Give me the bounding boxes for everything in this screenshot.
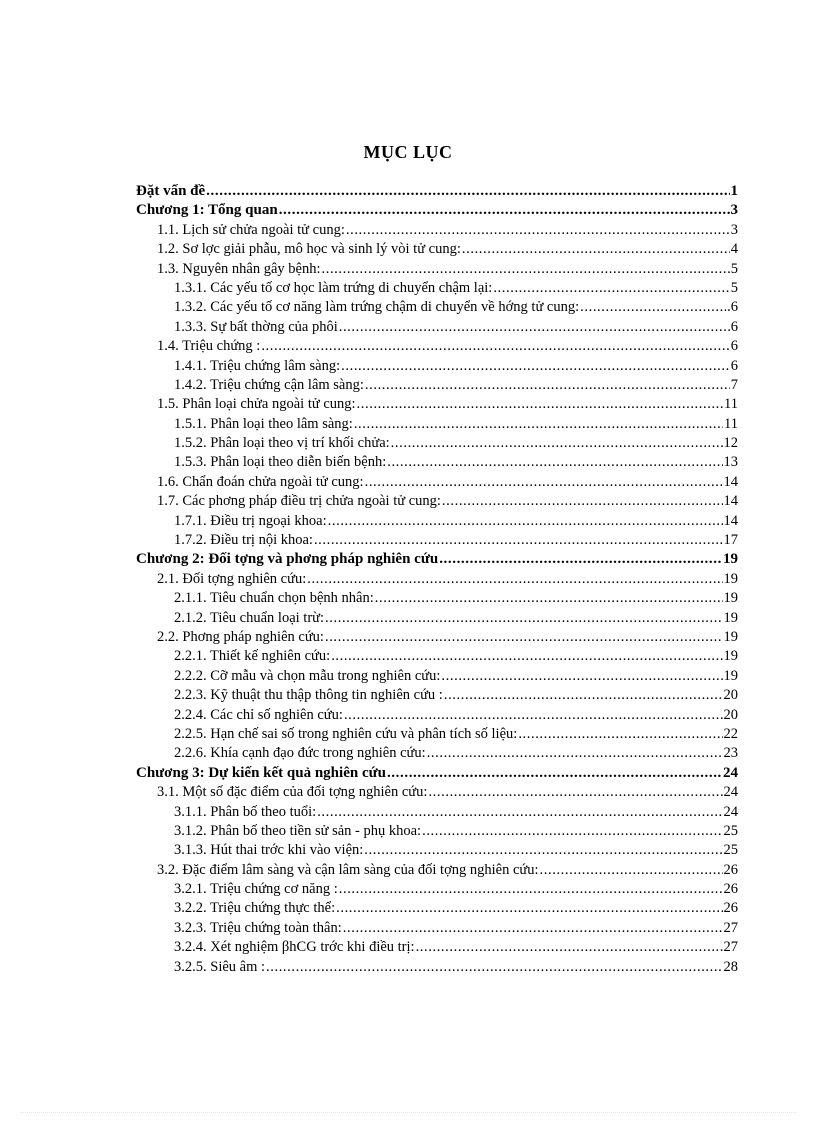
toc-dot-leader bbox=[428, 784, 722, 801]
toc-dot-leader bbox=[328, 513, 723, 530]
toc-entry[interactable] bbox=[136, 784, 738, 803]
toc-entry[interactable] bbox=[136, 590, 738, 609]
toc-dot-leader bbox=[439, 551, 722, 568]
toc-entry[interactable] bbox=[136, 745, 738, 764]
toc-entry[interactable] bbox=[136, 493, 738, 512]
toc-entry-page: 19 bbox=[723, 648, 738, 665]
toc-entry-title: Chương 2: Đối tợng và phơng pháp nghiên cứu bbox=[136, 551, 439, 568]
toc-entry[interactable] bbox=[136, 474, 738, 493]
toc-entry-title: 1.4. Triệu chứng : bbox=[157, 338, 261, 355]
toc-entry-title: 3.2.3. Triệu chứng toàn thân: bbox=[174, 919, 342, 936]
toc-entry-page: 14 bbox=[723, 473, 738, 490]
toc-entry-page: 19 bbox=[723, 609, 738, 626]
toc-entry-title: 1.4.2. Triệu chứng cận lâm sàng: bbox=[174, 376, 364, 393]
toc-entry-title: 1.2. Sơ lợc giải phẫu, mô học và sinh lý vòi tử cung: bbox=[157, 241, 461, 258]
toc-entry-page: 6 bbox=[730, 318, 738, 335]
toc-entry-title: 3.2.1. Triệu chứng cơ năng : bbox=[174, 881, 338, 898]
toc-entry-title: 2.1. Đối tợng nghiên cứu: bbox=[157, 570, 307, 587]
toc-entry-page: 27 bbox=[723, 939, 738, 956]
toc-entry-title: 3.2.4. Xét nghiệm βhCG trớc khi điều trị: bbox=[174, 939, 415, 956]
toc-entry[interactable] bbox=[136, 202, 738, 221]
toc-entry[interactable] bbox=[136, 358, 738, 377]
toc-dot-leader bbox=[331, 648, 722, 665]
toc-entry[interactable] bbox=[136, 900, 738, 919]
toc-entry[interactable] bbox=[136, 765, 738, 784]
toc-entry[interactable] bbox=[136, 435, 738, 454]
toc-entry-page: 13 bbox=[723, 454, 738, 471]
toc-dot-leader bbox=[427, 745, 723, 762]
toc-entry[interactable] bbox=[136, 513, 738, 532]
toc-entry-title: 3.1.1. Phân bố theo tuổi: bbox=[174, 803, 317, 820]
toc-entry[interactable] bbox=[136, 939, 738, 958]
toc-entry-page: 25 bbox=[723, 822, 738, 839]
toc-entry[interactable] bbox=[136, 881, 738, 900]
toc-dot-leader bbox=[341, 358, 730, 375]
toc-entry-page: .6 bbox=[727, 299, 738, 316]
toc-entry-page: 23 bbox=[723, 745, 738, 762]
toc-entry-title: Chương 3: Dự kiến kết quả nghiên cứu bbox=[136, 764, 386, 781]
toc-entry-title: 3.2.5. Siêu âm : bbox=[174, 958, 266, 975]
toc-entry[interactable] bbox=[136, 707, 738, 726]
toc-dot-leader bbox=[422, 823, 722, 840]
toc-entry[interactable] bbox=[136, 610, 738, 629]
toc-entry-page: 28 bbox=[723, 958, 738, 975]
toc-dot-leader bbox=[540, 862, 723, 879]
toc-entry-title: 3.1.2. Phân bố theo tiền sử sản - phụ khoa: bbox=[174, 822, 422, 839]
toc-entry-page: 20 bbox=[723, 706, 738, 723]
toc-entry-page: 3 bbox=[730, 202, 738, 219]
toc-entry-page: 24 bbox=[723, 784, 738, 801]
page-bottom-divider bbox=[20, 1112, 796, 1113]
toc-entry[interactable] bbox=[136, 571, 738, 590]
toc-entry-page: 25 bbox=[723, 842, 738, 859]
toc-entry-page: 6 bbox=[730, 357, 738, 374]
toc-dot-leader bbox=[339, 319, 730, 336]
toc-dot-leader bbox=[580, 299, 726, 316]
toc-dot-leader bbox=[336, 900, 722, 917]
toc-entry[interactable] bbox=[136, 823, 738, 842]
toc-entry-title: 1.5.1. Phân loại theo lâm sàng: bbox=[174, 415, 353, 432]
toc-entry-title: 2.2.2. Cỡ mẫu và chọn mẫu trong nghiên cứu: bbox=[174, 667, 441, 684]
toc-entry[interactable] bbox=[136, 687, 738, 706]
toc-dot-leader bbox=[462, 241, 730, 258]
toc-entry-title: 1.3.3. Sự bất thờng của phôi bbox=[174, 318, 338, 335]
toc-entry[interactable] bbox=[136, 377, 738, 396]
toc-entry-page: 24 bbox=[723, 803, 738, 820]
toc-dot-leader bbox=[365, 377, 730, 394]
toc-entry[interactable] bbox=[136, 319, 738, 338]
toc-entry-page: 22 bbox=[723, 725, 738, 742]
toc-entry-title: 1.3.2. Các yếu tố cơ năng làm trứng chậm di chuyển về hớng tử cung: bbox=[174, 299, 580, 316]
toc-dot-leader bbox=[343, 920, 723, 937]
toc-dot-leader bbox=[375, 590, 723, 607]
toc-entry[interactable] bbox=[136, 416, 738, 435]
toc-dot-leader bbox=[357, 396, 723, 413]
toc-dot-leader bbox=[261, 338, 729, 355]
toc-entry-title: 2.2.6. Khía cạnh đạo đức trong nghiên cứu: bbox=[174, 745, 426, 762]
toc-entry-title: Đặt vấn đề bbox=[136, 183, 206, 199]
toc-dot-leader bbox=[346, 222, 730, 239]
toc-entry-page: 24 bbox=[723, 764, 738, 781]
toc-entry-title: 1.4.1. Triệu chứng lâm sàng: bbox=[174, 357, 341, 374]
toc-dot-leader bbox=[442, 493, 723, 510]
toc-entry[interactable] bbox=[136, 222, 738, 241]
toc-dot-leader bbox=[387, 765, 722, 782]
toc-dot-leader bbox=[344, 707, 723, 724]
toc-entry-page: 6 bbox=[730, 338, 738, 355]
toc-entry-page: 26 bbox=[723, 861, 738, 878]
toc-entry-page: 11 bbox=[724, 396, 738, 413]
toc-entry[interactable] bbox=[136, 959, 738, 978]
toc-entry-title: 1.6. Chẩn đoán chửa ngoài tử cung: bbox=[157, 473, 364, 490]
toc-entry-page: 14 bbox=[723, 493, 738, 510]
toc-entry-title: 2.2. Phơng pháp nghiên cứu: bbox=[157, 628, 324, 645]
toc-dot-leader bbox=[364, 842, 722, 859]
toc-entry[interactable] bbox=[136, 648, 738, 667]
toc-entry[interactable] bbox=[136, 551, 738, 570]
toc-entry-title: 3.1. Một số đặc điểm của đối tợng nghiên cứu: bbox=[157, 784, 428, 801]
toc-entry-page: 20 bbox=[723, 687, 738, 704]
toc-entry[interactable] bbox=[136, 920, 738, 939]
toc-entry-title: 1.3.1. Các yếu tố cơ học làm trứng di chuyển chậm lại: bbox=[174, 279, 493, 296]
toc-dot-leader bbox=[325, 629, 723, 646]
toc-entry[interactable] bbox=[136, 183, 738, 202]
toc-entry-title: 1.3. Nguyên nhân gây bệnh: bbox=[157, 260, 321, 277]
toc-dot-leader bbox=[317, 804, 722, 821]
toc-dot-leader bbox=[322, 261, 730, 278]
toc-entry-title: 2.1.1. Tiêu chuẩn chọn bệnh nhân: bbox=[174, 590, 374, 607]
toc-entry-title: 2.2.1. Thiết kế nghiên cứu: bbox=[174, 648, 331, 665]
toc-dot-leader bbox=[518, 726, 722, 743]
toc-entry[interactable] bbox=[136, 726, 738, 745]
toc-entry-page: 17 bbox=[723, 532, 738, 549]
toc-entry-title: 3.1.3. Hút thai trớc khi vào viện: bbox=[174, 842, 364, 859]
toc-dot-leader bbox=[387, 454, 722, 471]
toc-entry-page: 5 bbox=[730, 260, 738, 277]
toc-entry-page: 19 bbox=[723, 551, 738, 568]
toc-entry-title: 3.2.2. Triệu chứng thực thể: bbox=[174, 900, 336, 917]
toc-dot-leader bbox=[339, 881, 723, 898]
toc-entry-page: 1 bbox=[730, 183, 738, 199]
toc-entry[interactable] bbox=[136, 842, 738, 861]
toc-dot-leader bbox=[365, 474, 723, 491]
toc-dot-leader bbox=[307, 571, 722, 588]
toc-entry-page: 14 bbox=[723, 512, 738, 529]
toc-entry-title: 1.1. Lịch sử chửa ngoài tử cung: bbox=[157, 221, 345, 238]
toc-entry[interactable] bbox=[136, 532, 738, 551]
toc-entry[interactable] bbox=[136, 280, 738, 299]
toc-entry[interactable] bbox=[136, 299, 738, 318]
toc-entry[interactable] bbox=[136, 668, 738, 687]
toc-dot-leader bbox=[493, 280, 729, 297]
toc-dot-leader bbox=[391, 435, 723, 452]
toc-entry-page: 19 bbox=[723, 590, 738, 607]
toc-entry[interactable] bbox=[136, 454, 738, 473]
toc-entry[interactable] bbox=[136, 338, 738, 357]
toc-dot-leader bbox=[416, 939, 723, 956]
toc-entry-page: 19 bbox=[723, 667, 738, 684]
toc-entry-title: 2.2.3. Kỹ thuật thu thập thông tin nghiên cứu : bbox=[174, 687, 443, 704]
toc-entry-title: 2.2.5. Hạn chế sai số trong nghiên cứu và phân tích số liệu: bbox=[174, 725, 518, 742]
toc-entry-page: 7 bbox=[730, 376, 738, 393]
toc-entry[interactable] bbox=[136, 862, 738, 881]
toc-entry-title: Chương 1: Tổng quan bbox=[136, 202, 278, 219]
toc-entry-title: 1.7.1. Điều trị ngoại khoa: bbox=[174, 512, 327, 529]
toc-entry-title: 3.2. Đặc điểm lâm sàng và cận lâm sàng của đối tợng nghiên cứu: bbox=[157, 861, 539, 878]
toc-dot-leader bbox=[444, 687, 723, 704]
toc-dot-leader bbox=[279, 202, 730, 219]
toc-entry-title: 1.7. Các phơng pháp điều trị chửa ngoài tử cung: bbox=[157, 493, 441, 510]
toc-entry[interactable] bbox=[136, 241, 738, 260]
toc-entry-page: 3 bbox=[730, 221, 738, 238]
toc-entry[interactable] bbox=[136, 629, 738, 648]
toc-entry[interactable] bbox=[136, 804, 738, 823]
toc-dot-leader bbox=[354, 416, 723, 433]
toc-dot-leader bbox=[441, 668, 722, 685]
toc-entry-page: 19 bbox=[723, 628, 738, 645]
toc-dot-leader bbox=[325, 610, 722, 627]
toc-entry-page: 27 bbox=[723, 919, 738, 936]
toc-entry-title: 2.1.2. Tiêu chuẩn loại trừ: bbox=[174, 609, 325, 626]
toc-dot-leader bbox=[314, 532, 723, 549]
toc-entry[interactable] bbox=[136, 396, 738, 415]
toc-entry-title: 2.2.4. Các chỉ số nghiên cứu: bbox=[174, 706, 343, 723]
toc-entry-page: 11 bbox=[724, 415, 738, 432]
toc-entry-page: 5 bbox=[730, 279, 738, 296]
toc-entry-page: 26 bbox=[723, 881, 738, 898]
page-title: MỤC LỤC bbox=[363, 142, 453, 162]
toc-dot-leader bbox=[206, 183, 729, 200]
toc-dot-leader bbox=[266, 959, 722, 976]
toc-entry-page: 12 bbox=[723, 435, 738, 452]
toc-entry-title: 1.7.2. Điều trị nội khoa: bbox=[174, 532, 313, 549]
toc-entry-title: 1.5. Phân loại chửa ngoài tử cung: bbox=[157, 396, 356, 413]
toc-entry-page: 19 bbox=[723, 570, 738, 587]
toc-entry-title: 1.5.3. Phân loại theo diễn biến bệnh: bbox=[174, 454, 387, 471]
toc-entry-title: 1.5.2. Phân loại theo vị trí khối chửa: bbox=[174, 435, 390, 452]
toc-entry-page: 26 bbox=[723, 900, 738, 917]
toc-entry[interactable] bbox=[136, 261, 738, 280]
toc-entry-page: 4 bbox=[730, 241, 738, 258]
table-of-contents bbox=[136, 183, 738, 978]
